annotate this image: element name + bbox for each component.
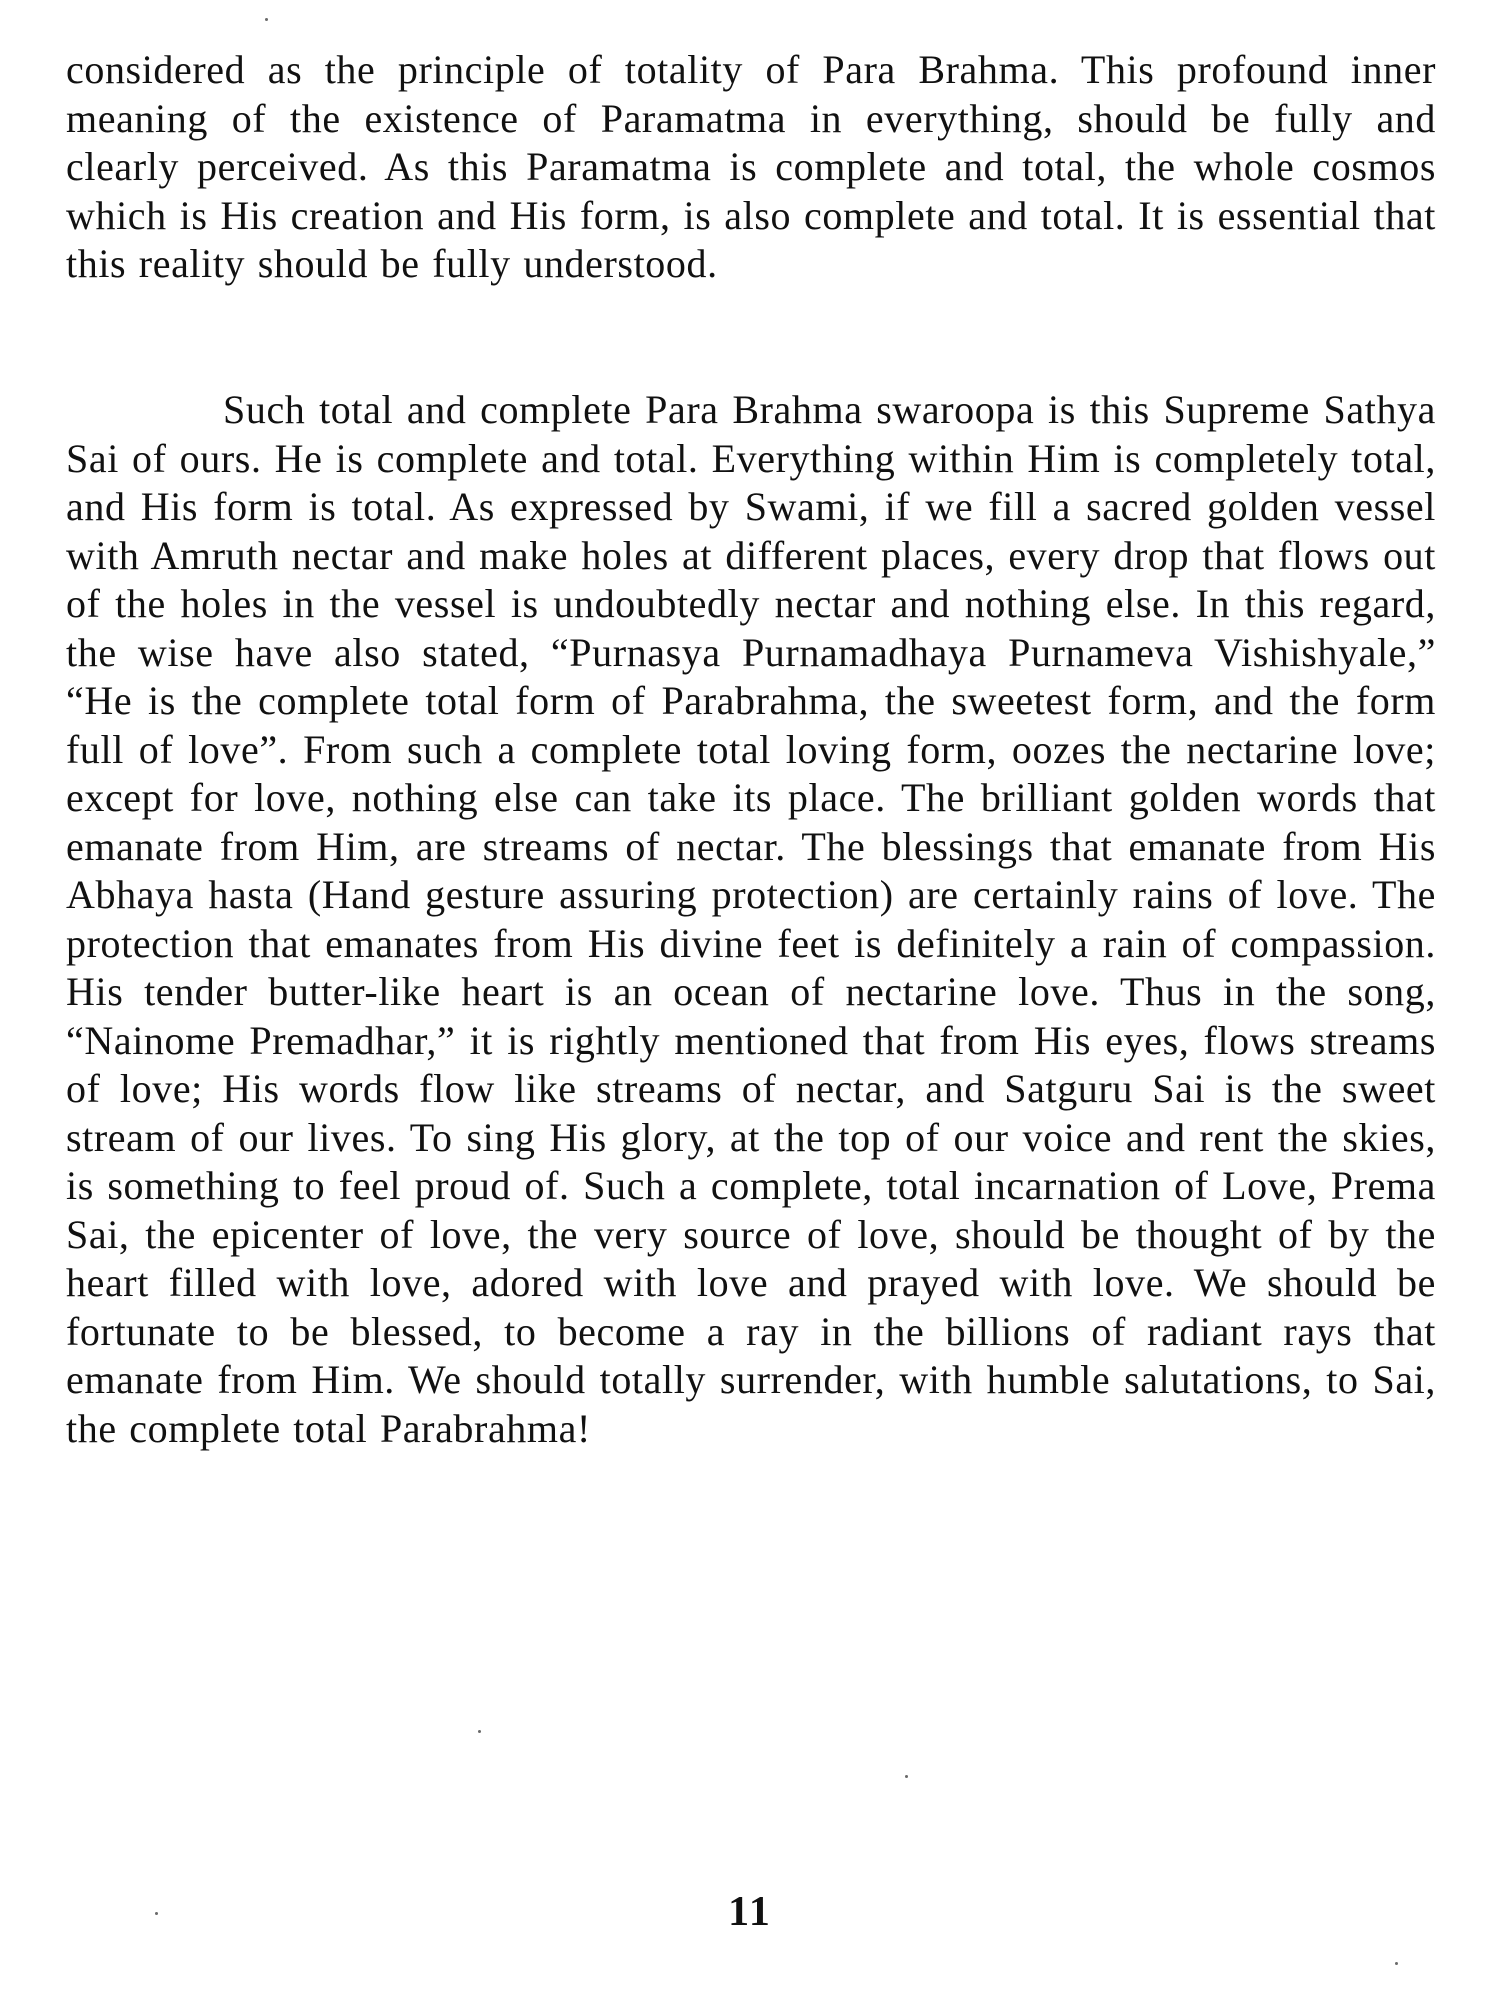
scan-speck bbox=[1395, 1962, 1398, 1965]
paragraph-2-text: Such total and complete Para Brahma swaroopa is this Supreme Sathya Sai of ours. He is complete and total. Everything within Him is completely total, and His form is total. As expressed by Swami, if we fill a sacred golden vessel with Amruth nectar and make holes at different places, every drop that flows out of the holes in the vessel is undoubtedly nectar and nothing else. In this regard, the wise have also stated, “Purnasya Purnamadhaya Purnameva Vishishyale,” “He is the complete total form of Parabrahma, the sweetest form, and the form full of love”. From such a complete total loving form, oozes the nectarine love; except for love, nothing else can take its place. The brilliant golden words that emanate from Him, are streams of nectar. The blessings that emanate from His Abhaya hasta (Hand gesture assuring protection) are certainly rains of love. The protection that emanates from His divine feet is definitely a rain of compassion. His tender butter-like heart is an ocean of nectarine love. Thus in the song, “Nainome Premadhar,” it is rightly mentioned that from His eyes, flows streams of love; His words flow like streams of nectar, and Satguru Sai is the sweet stream of our lives. To sing His glory, at the top of our voice and rent the skies, is something to feel proud of. Such a complete, total incarnation of Love, Prema Sai, the epicenter of love, the very source of love, should be thought of by the heart filled with love, adored with love and prayed with love. We should be fortunate to be blessed, to become a ray in the billions of radiant rays that emanate from Him. We should totally surrender, with humble salutations, to Sai, the complete total Parabrahma! bbox=[66, 387, 1436, 1451]
paragraph-2 bbox=[66, 386, 1436, 1453]
page-number: 11 bbox=[728, 1889, 772, 1935]
scan-speck bbox=[155, 1912, 158, 1915]
scan-speck bbox=[905, 1775, 908, 1778]
scan-speck bbox=[478, 1730, 481, 1733]
paragraph-1: considered as the principle of totality of Para Brahma. This profound inner meaning of the existence of Paramatma in everything, should be fully and clearly perceived. As this Paramatma is complete and total, the whole cosmos which is His creation and His form, is also complete and total. It is essential that this reality should be fully understood. bbox=[66, 47, 1436, 286]
scan-speck bbox=[265, 18, 268, 21]
